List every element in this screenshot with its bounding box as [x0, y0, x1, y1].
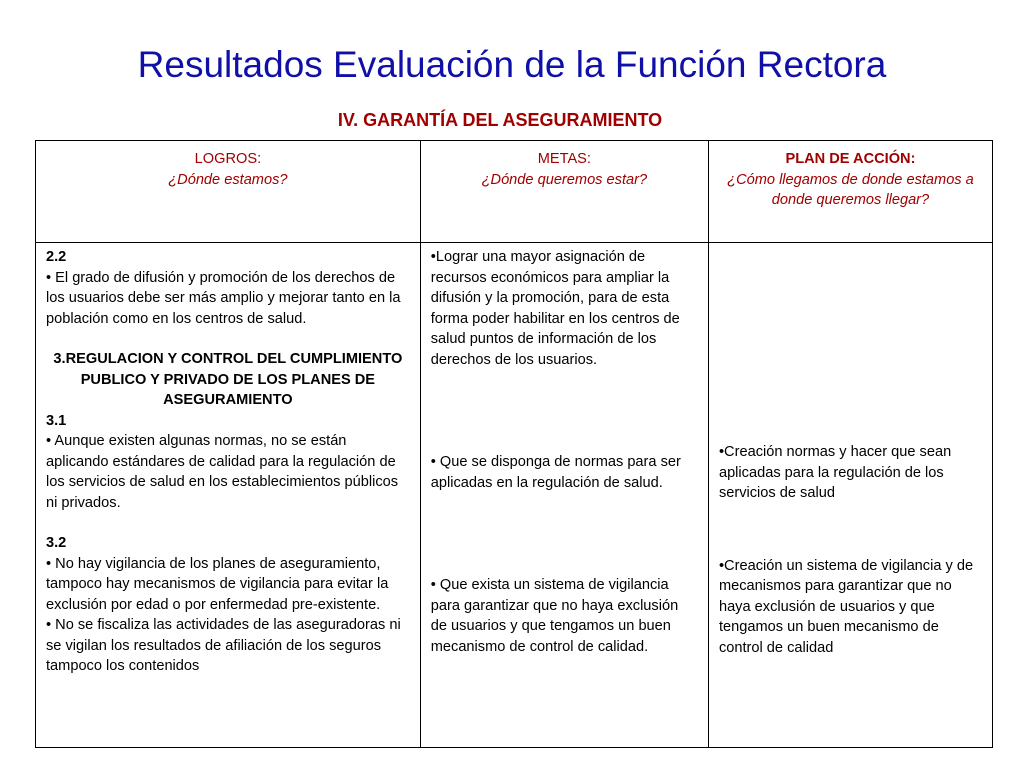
- slide-title: Resultados Evaluación de la Función Rectora: [137, 44, 887, 85]
- table-header-row: [36, 141, 993, 243]
- slide-subtitle: IV. GARANTÍA DEL ASEGURAMIENTO: [337, 110, 663, 130]
- logros-section-2-2-number: 2.2: [46, 249, 67, 265]
- logros-section-3-1-number: 3.1: [46, 412, 67, 429]
- plan-item-2: •Creación un sistema de vigilancia y de mecanismos para garantizar que no haya exclusión de usuarios y que tengamos un buen mecanismo de control de calidad: [718, 557, 974, 656]
- plan-cell: [708, 243, 992, 748]
- metas-item-1: •Lograr una mayor asignación de recursos económicos para ampliar la difusión y la promoción, para de esta forma poder habilitar en los centros de salud puntos de información de los derechos de los usuarios.: [430, 249, 680, 368]
- header-metas: [420, 141, 708, 243]
- header-plan-question: ¿Cómo llegamos de donde estamos a donde queremos llegar?: [727, 171, 974, 208]
- logros-section-3-2-number: 3.2: [46, 535, 67, 551]
- metas-cell: [420, 243, 708, 748]
- header-logros: [36, 141, 421, 243]
- metas-item-2: • Que se disponga de normas para ser aplicadas en la regulación de salud.: [430, 454, 681, 491]
- table-body-row: [36, 243, 993, 748]
- header-metas-label: METAS:: [537, 151, 591, 167]
- logros-section-3-1-text: • Aunque existen algunas normas, no se están aplicando estándares de calidad para la regulación de los servicios de salud en los establecimientos públicos ni privados.: [46, 433, 399, 511]
- header-plan-label: PLAN DE ACCIÓN:: [785, 151, 916, 167]
- logros-cell: [36, 243, 421, 748]
- plan-item-1: •Creación normas y hacer que sean aplicadas para la regulación de los servicios de salud: [718, 444, 952, 501]
- logros-section-3-2-text-b: • No se fiscaliza las actividades de las aseguradoras ni se vigilan los resultados de afiliación de los seguros tampoco los contenidos: [46, 617, 401, 674]
- logros-section-2-2-text: • El grado de difusión y promoción de los derechos de los usuarios debe ser más amplio y mejorar tanto en la población como en los centros de salud.: [46, 269, 401, 327]
- header-logros-question: ¿Dónde estamos?: [168, 171, 288, 188]
- header-plan: [708, 141, 992, 243]
- header-metas-question: ¿Dónde queremos estar?: [481, 171, 648, 188]
- header-logros-label: LOGROS:: [194, 151, 262, 167]
- logros-section-3-heading: 3.REGULACION Y CONTROL DEL CUMPLIMIENTO PUBLICO Y PRIVADO DE LOS PLANES DE ASEGURAMIENTO: [53, 351, 403, 408]
- evaluation-table: [35, 140, 993, 748]
- logros-section-3-2-text-a: • No hay vigilancia de los planes de aseguramiento, tampoco hay mecanismos de vigilancia para evitar la exclusión por edad o por enfermedad pre-existente.: [46, 555, 389, 613]
- metas-item-3: • Que exista un sistema de vigilancia para garantizar que no haya exclusión de usuarios y que tengamos un buen mecanismo de control de calidad.: [430, 577, 679, 655]
